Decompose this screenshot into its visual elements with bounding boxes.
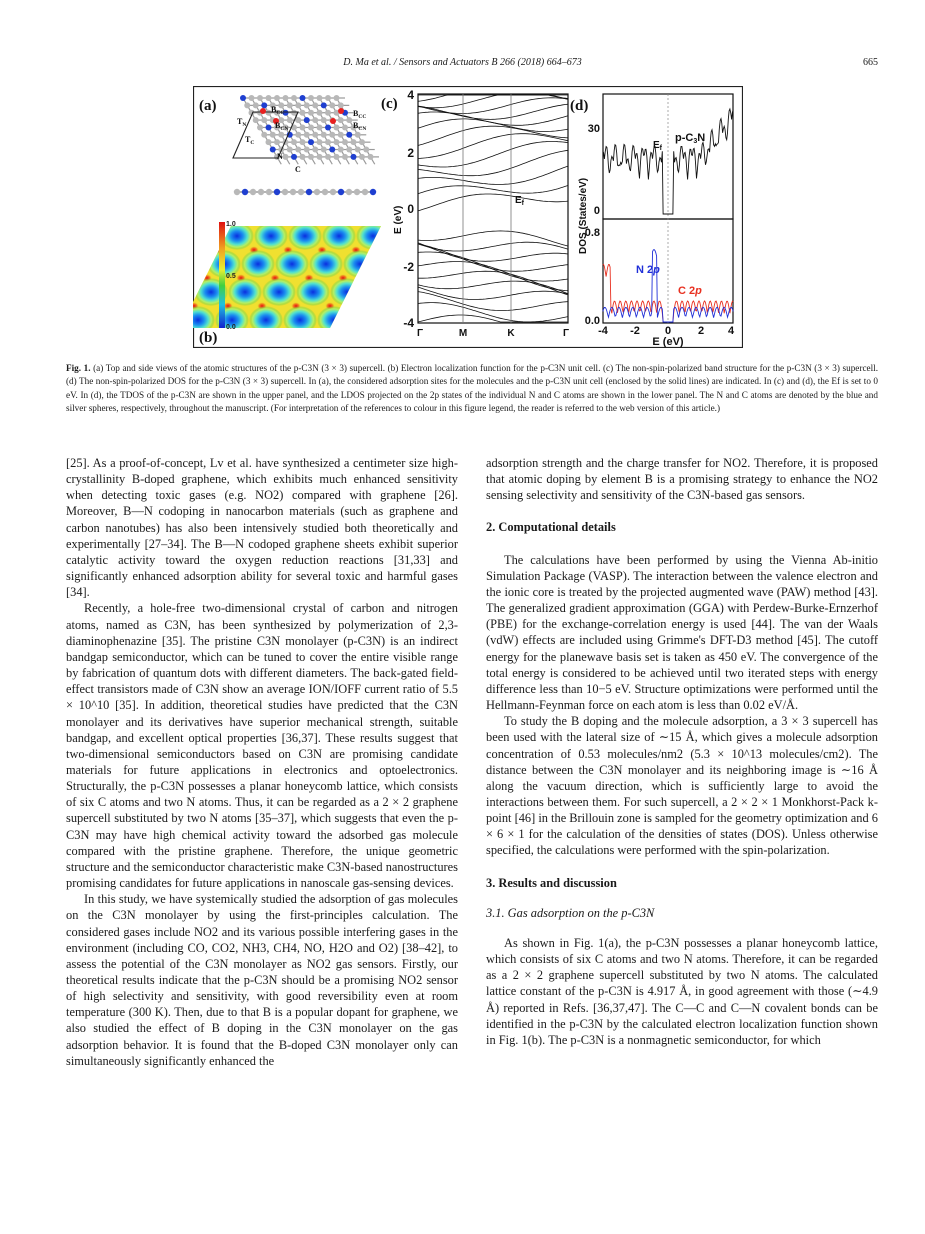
panel-label-d: (d) [570,98,589,114]
dos-xtick: -2 [630,325,640,337]
carbon-atom [295,117,301,123]
atom-label-n: N [277,152,283,161]
nitrogen-atom [306,189,312,195]
carbon-atom [363,147,369,153]
carbon-atom [321,117,327,123]
elf-tick: 1.0 [226,221,236,228]
carbon-atom [312,132,318,138]
carbon-atom [334,154,340,160]
figure-caption [66,362,878,416]
carbon-atom [338,147,344,153]
panel-label-b: (b) [199,330,218,346]
site-label-bcc: $B_{CC}$ [271,105,285,116]
paragraph: The calculations have been performed by using the Vienna Ab-initio Simulation Package (VASP). The interaction between the valence electron and the ionic core is treated by the projected augmented wave (PAW) method [43]. The generalized gradient approximation (GGA) with Perdew-Burke-Ernzerhof (PBE) for the exchange-correlation energy is used [44]. The van der Waals (vdW) effects are included using Grimme's DFT-D3 method [45]. The cutoff energy for the planewave basis set is taken as 450 eV. The convergence of the total energy is considered to be achieved until two iterated steps with energy difference less than 10−5 eV. Structure optimizations were performed until the Hellmann-Feynman force on each atom is less than 0.02 eV/Å. [486,552,878,713]
site-label-bcn: $B_{CN}$ [275,121,289,132]
carbon-atom [334,139,340,145]
dos-ytick: 30 [587,123,600,135]
page-number: 665 [863,57,878,68]
dos-ytick: 0 [593,205,600,217]
carbon-atom [261,117,267,123]
nitrogen-atom [338,189,344,195]
carbon-atom [308,110,314,116]
nitrogen-atom [346,132,352,138]
paragraph: In this study, we have systemically studied the adsorption of gas molecules on the C3N monolayer by using the first-principles calculation. The considered gases include NO2 and its various possible interfering gases in the environment (including CO, CO2, NH3, CH4, NO, H2O and O2) [38–42], to assess the potential of the C3N monolayer as NO2 gas sensors. Firstly, our theoretical results indicate that the p-C3N should be a promising NO2 sensor of high selectivity and sensitivity, with good reversibility even at room temperature (300 K). Then, due to that B is a popular dopant for graphene, we also studied the effect of B doping in the C3N monolayer on the gas adsorption behavior. It is found that the B-doped C3N monolayer only can simultaneously significantly enhanced the [66,892,458,1068]
elf-colorbar [219,222,225,328]
carbon-atom [253,117,259,123]
paragraph: Recently, a hole-free two-dimensional crystal of carbon and nitrogen atoms, named as C3N, has been synthesized by polymerization of 2,3-diaminophenazine [35]. The pristine C3N monolayer (p-C3N) is an indirect bandgap semiconductor, which can be tuned to cover the entire visible range by fabrication of quantum dots with different diameters. The back-gated field-effect transistors made of C3N show an average ION/IOFF current ratio of 5.5 × 10^10 [35]. In addition, theoretical studies have predicted that the C3N monolayer and its derivatives have superior mechanical strength, suitable bandgap, and excellent optical properties [36,37]. These results suggest that two-dimensional semiconductors based on C3N are promising candidate materials for future applications in electronics and optoelectronics. Structurally, the p-C3N possesses a planar honeycomb lattice, which consists of six C atoms and two N atoms. Thus, it can be regarded as a 2 × 2 graphene supercell substituted by two N atoms [35–37], which suggests that even the p-C3N may have high chemical activity toward the adsorbed gas molecule compared with the pristine graphene. Therefore, the unique geometric structure and the semiconductor characteristic make C3N-based nanostructures promising candidates for future applications in nanoscale gas-sensing devices. [66,601,458,891]
elf-tick: 0.0 [226,324,236,331]
band-fermi-label: $E_f$ [515,195,525,207]
c2p-legend: C 2p [678,285,702,297]
paragraph: adsorption strength and the charge transfer for NO2. Therefore, it is proposed that atomic doping by element B is a promising strategy to enhance the NO2 sensing selectivity and sensitivity of the C3N-based gas sensors. [486,456,878,503]
carbon-atom [308,124,314,130]
carbon-atom [308,95,314,101]
carbon-atom [282,189,288,195]
dos-ytick: 0.8 [584,227,600,239]
band-ytick: 4 [407,88,414,102]
carbon-atom [330,189,336,195]
carbon-atom [300,139,306,145]
carbon-atom [270,132,276,138]
carbon-atom [338,117,344,123]
nitrogen-atom [325,124,331,130]
page-header [0,57,925,73]
atom-label-c: C [295,165,301,174]
carbon-atom [257,124,263,130]
carbon-atom [334,124,340,130]
dos-xtick: 0 [664,325,672,337]
carbon-atom [291,139,297,145]
carbon-atom [359,154,365,160]
band-ytick: 2 [407,146,414,160]
carbon-atom [250,189,256,195]
carbon-atom [314,189,320,195]
nitrogen-atom [274,189,280,195]
carbon-atom [234,189,240,195]
carbon-atom [290,189,296,195]
carbon-atom [317,124,323,130]
dos-ytick: 0.0 [584,315,600,327]
dos-xtick: 4 [727,325,735,337]
right-column [486,455,878,1048]
carbon-atom [298,189,304,195]
carbon-atom [312,147,318,153]
carbon-atom [295,132,301,138]
dos-xlabel: E (eV) [652,336,684,348]
carbon-atom [304,102,310,108]
carbon-atom [322,189,328,195]
carbon-atom [325,95,331,101]
carbon-atom [325,110,331,116]
carbon-atom [355,147,361,153]
adsorption-site-marker [330,118,336,124]
carbon-atom [266,189,272,195]
carbon-atom [351,139,357,145]
band-ytick: -4 [403,316,414,330]
carbon-atom [346,189,352,195]
carbon-atom [342,124,348,130]
nitrogen-atom [270,147,276,153]
carbon-atom [291,95,297,101]
band-ytick: -2 [403,260,414,274]
nitrogen-atom [351,154,357,160]
carbon-atom [283,95,289,101]
adsorption-site-marker [338,108,344,114]
carbon-atom [338,132,344,138]
paragraph: [25]. As a proof-of-concept, Lv et al. have synthesized a centimeter size high-crystallinity B-doped graphene, which exhibits much enhanced sensitivity when detecting toxic gases (e.g. NO2) compared with graphene [26]. Moreover, B—N codoping in nanocarbon materials (such as graphene and carbon nanotubes) has also been intensively studied both theoretically and experimentally [27–34]. The B—N codoped graphene sheets exhibit superior catalytic activity toward the oxygen reduction reactions [31,33] and significantly enhanced adsorption ability for several toxic and harmful gases [34]. [66,456,458,600]
carbon-atom [261,132,267,138]
carbon-atom [329,102,335,108]
carbon-atom [308,154,314,160]
carbon-atom [355,132,361,138]
carbon-atom [283,154,289,160]
elf-tick: 0.5 [226,273,236,280]
nitrogen-atom [300,95,306,101]
paragraph: To study the B doping and the molecule adsorption, a 3 × 3 supercell has been used with the lateral size of ∼15 Å, which gives a molecule adsorption concentration of 0.53 molecules/nm2 (5.3 × 10^13 molecules/cm2). The distance between the C3N monolayer and its neighboring image is ∼16 Å along the vacuum direction, which is sufficiently large to avoid the interactions between them. For such supercell, a 2 × 2 × 1 Monkhorst-Pack k-point [46] in the Brillouin zone is sampled for the geometry optimization and 6 × 6 × 1 for the calculation of the densities of states (DOS). Unless otherwise specified, the calculations were performed with the spin-polarization. [486,714,878,858]
site-label-tc: $T_C$ [245,135,255,146]
band-kpoint: Γ [562,328,570,339]
carbon-atom [278,132,284,138]
carbon-atom [346,117,352,123]
carbon-atom [312,117,318,123]
carbon-atom [354,189,360,195]
carbon-atom [321,132,327,138]
adsorption-site-marker [260,108,266,114]
carbon-atom [342,154,348,160]
carbon-atom [312,102,318,108]
band-kpoint: M [458,328,468,339]
site-label-bcn-right: $B_{CN}$ [353,121,367,132]
caption-text: (a) Top and side views of the atomic structures of the p-C3N (3 × 3) supercell. (b) Electron localization function for the p-C3N unit cell. (c) The non-spin-polarized band structure for the p-C3N (3 × 3) supercell. (d) The non-spin-polarized DOS for the p-C3N (3 × 3) supercell. In (a), the considered adsorption sites for the molecules and the p-C3N unit cell (enclosed by the solid lines) are indicated. In (c) and (d), the Ef is set to 0 eV. In (d), the TDOS of the p-C3N are shown in the upper panel, and the LDOS projected on the 2p states of the individual N and C atoms are shown in the lower panel. The N and C atoms are denoted by the blue and silver spheres, respectively, throughout the manuscript. (For interpretation of the references to colour in this figure legend, the reader is referred to the web version of this article.) [66,363,878,414]
dos-xtick: -4 [598,325,608,337]
panel-label-a: (a) [199,98,217,114]
carbon-atom [274,95,280,101]
paragraph: As shown in Fig. 1(a), the p-C3N possesses a planar honeycomb lattice, which consists of six C atoms and two N atoms. Therefore, it can be regarded as a 2 × 2 graphene supercell substituted by two N atoms. The calculated lattice constant of the p-C3N is 4.917 Å, in good agreement with those (∼4.9 Å) reported in Refs. [36,37,47]. The C—C and C—N covalent bonds can be identified in the p-C3N by the calculated electron localization function shown in Fig. 1(b). The p-C3N is a nonmagnetic semiconductor, for which [486,935,878,1047]
carbon-atom [325,154,331,160]
carbon-atom [287,117,293,123]
panel-label-c: (c) [381,96,398,112]
carbon-atom [362,189,368,195]
site-label-tn: $T_N$ [237,117,247,128]
carbon-atom [359,139,365,145]
carbon-atom [295,147,301,153]
carbon-atom [300,124,306,130]
nitrogen-atom [370,189,376,195]
carbon-atom [253,102,259,108]
carbon-atom [278,102,284,108]
dos-xtick: 2 [697,325,705,337]
carbon-atom [321,147,327,153]
carbon-atom [291,110,297,116]
dos-fermi-label: $E_f$ [653,140,663,152]
band-ytick: 0 [407,202,414,216]
nitrogen-atom [240,95,246,101]
carbon-atom [300,154,306,160]
carbon-atom [287,102,293,108]
carbon-atom [368,154,374,160]
carbon-atom [329,132,335,138]
band-kpoint: K [507,328,515,339]
carbon-atom [274,139,280,145]
carbon-atom [334,95,340,101]
carbon-atom [266,95,272,101]
dos-ylabel: DOS (States/eV) [578,177,589,254]
section-heading: 3. Results and discussion [486,875,617,890]
band-kpoint: Γ [416,328,424,339]
dos-material-label: p-C3N [675,132,706,145]
subsection-heading: 3.1. Gas adsorption on the p-C3N [486,905,655,920]
nitrogen-atom [329,147,335,153]
nitrogen-atom [304,117,310,123]
nitrogen-atom [308,139,314,145]
nitrogen-atom [266,124,272,130]
section-heading: 2. Computational details [486,520,616,535]
carbon-atom [317,154,323,160]
journal-citation: D. Ma et al. / Sensors and Actuators B 266 (2018) 664–673 [343,57,582,68]
caption-label: Fig. 1. [66,363,91,373]
left-column [66,455,458,1069]
carbon-atom [346,147,352,153]
n2p-legend: N 2p [636,264,660,276]
carbon-atom [304,132,310,138]
site-label-bcc-right: $B_{CC}$ [353,109,367,120]
carbon-atom [257,95,263,101]
carbon-atom [338,102,344,108]
nitrogen-atom [261,102,267,108]
figure-1 [193,86,743,348]
nitrogen-atom [291,154,297,160]
carbon-atom [317,110,323,116]
carbon-atom [304,147,310,153]
carbon-atom [325,139,331,145]
nitrogen-atom [242,189,248,195]
carbon-atom [244,102,250,108]
carbon-atom [300,110,306,116]
carbon-atom [258,189,264,195]
band-ylabel: E (eV) [393,205,404,234]
carbon-atom [287,147,293,153]
carbon-atom [249,95,255,101]
nitrogen-atom [321,102,327,108]
carbon-atom [317,139,323,145]
carbon-atom [266,139,272,145]
carbon-atom [295,102,301,108]
carbon-atom [342,139,348,145]
carbon-atom [317,95,323,101]
